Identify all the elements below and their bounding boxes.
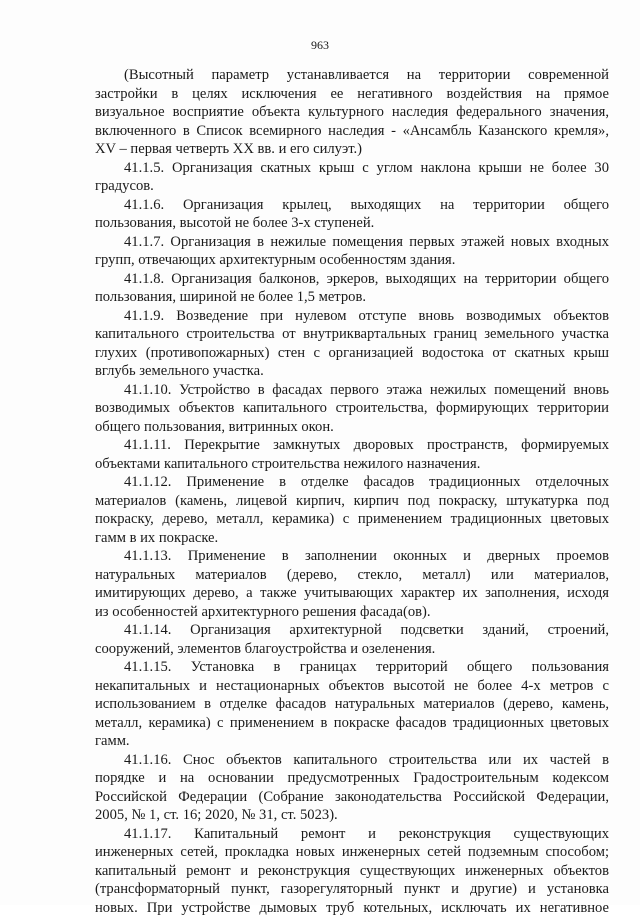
text-line: 41.1.10. Устройство в фасадах первого этажа нежилых помещений вновь	[95, 381, 609, 400]
paragraph-41-1-17	[95, 825, 609, 917]
text-line: возводимых объектов капитального строительства, формирующих территории	[95, 399, 609, 418]
text-line: новых. При устройстве дымовых труб котельных, исключать их негативное	[95, 899, 609, 917]
text-line: групп, отвечающих архитектурным особенностям здания.	[95, 251, 609, 270]
text-line: натуральных материалов (дерево, стекло, металл) или материалов,	[95, 566, 609, 585]
text-line: (трансформаторный пункт, газорегуляторный пункт и другие) и установка	[95, 880, 609, 899]
text-line: гамм.	[95, 732, 609, 751]
paragraph-41-1-6	[95, 196, 609, 233]
text-line: объектами капитального строительства нежилого назначения.	[95, 455, 609, 474]
page-number: 963	[0, 38, 640, 53]
text-line: 41.1.17. Капитальный ремонт и реконструкция существующих	[95, 825, 609, 844]
text-line: капитального строительства от внутриквартальных границ земельного участка	[95, 325, 609, 344]
text-line: из особенностей архитектурного решения фасада(ов).	[95, 603, 609, 622]
text-line: 2005, № 1, ст. 16; 2020, № 31, ст. 5023).	[95, 806, 609, 825]
text-line: 41.1.11. Перекрытие замкнутых дворовых пространств, формируемых	[95, 436, 609, 455]
text-line: гамм в их покраске.	[95, 529, 609, 548]
text-line: капитальный ремонт и реконструкция существующих инженерных объектов	[95, 862, 609, 881]
text-line: визуальное восприятие объекта культурного наследия федерального значения,	[95, 103, 609, 122]
text-line: 41.1.7. Организация в нежилые помещения первых этажей новых входных	[95, 233, 609, 252]
document-body	[95, 66, 609, 917]
text-line: XV – первая четверть XX вв. и его силуэт.)	[95, 140, 609, 159]
text-line: пользования, высотой не более 3-х ступеней.	[95, 214, 609, 233]
text-line: вглубь земельного участка.	[95, 362, 609, 381]
text-line: сооружений, элементов благоустройства и озеленения.	[95, 640, 609, 659]
paragraph-41-1-13	[95, 547, 609, 621]
text-line: включенного в Список всемирного наследия - «Ансамбль Казанского кремля»,	[95, 122, 609, 141]
paragraph-41-1-15	[95, 658, 609, 751]
text-line: 41.1.8. Организация балконов, эркеров, выходящих на территории общего	[95, 270, 609, 289]
paragraph-41-1-11	[95, 436, 609, 473]
text-line: инженерных сетей, прокладка новых инженерных сетей подземным способом;	[95, 843, 609, 862]
text-line: 41.1.12. Применение в отделке фасадов традиционных отделочных	[95, 473, 609, 492]
paragraph-41-1-14	[95, 621, 609, 658]
text-line: 41.1.15. Установка в границах территорий общего пользования	[95, 658, 609, 677]
paragraph-41-1-16	[95, 751, 609, 825]
text-line: 41.1.5. Организация скатных крыш с углом наклона крыши не более 30	[95, 159, 609, 178]
text-line: градусов.	[95, 177, 609, 196]
text-line: общего пользования, витринных окон.	[95, 418, 609, 437]
paragraph-41-1-7	[95, 233, 609, 270]
paragraph-altitude-note	[95, 66, 609, 159]
text-line: использованием в отделке фасадов натуральных материалов (дерево, камень,	[95, 695, 609, 714]
text-line: застройки в целях исключения ее негативного воздействия на прямое	[95, 85, 609, 104]
text-line: (Высотный параметр устанавливается на территории современной	[95, 66, 609, 85]
text-line: имитирующих дерево, а также учитывающих характер их заполнения, исходя	[95, 584, 609, 603]
paragraph-41-1-5	[95, 159, 609, 196]
text-line: 41.1.14. Организация архитектурной подсветки зданий, строений,	[95, 621, 609, 640]
text-line: некапитальных и нестационарных объектов высотой не более 4-х метров с	[95, 677, 609, 696]
text-line: металл, керамика) с применением в покраске фасадов традиционных цветовых	[95, 714, 609, 733]
text-line: 41.1.9. Возведение при нулевом отступе вновь возводимых объектов	[95, 307, 609, 326]
text-line: материалов (камень, лицевой кирпич, кирпич под покраску, штукатурка под	[95, 492, 609, 511]
paragraph-41-1-12	[95, 473, 609, 547]
paragraph-41-1-8	[95, 270, 609, 307]
paragraph-41-1-9	[95, 307, 609, 381]
text-line: глухих (противопожарных) стен с организацией водостока от скатных крыш	[95, 344, 609, 363]
text-line: Российской Федерации (Собрание законодательства Российской Федерации,	[95, 788, 609, 807]
text-line: 41.1.16. Снос объектов капитального строительства или их частей в	[95, 751, 609, 770]
text-line: 41.1.6. Организация крылец, выходящих на территории общего	[95, 196, 609, 215]
text-line: порядке и на основании предусмотренных Градостроительным кодексом	[95, 769, 609, 788]
text-line: покраску, дерево, металл, керамика) с применением традиционных цветовых	[95, 510, 609, 529]
text-line: 41.1.13. Применение в заполнении оконных и дверных проемов	[95, 547, 609, 566]
text-line: пользования, шириной не более 1,5 метров.	[95, 288, 609, 307]
paragraph-41-1-10	[95, 381, 609, 437]
